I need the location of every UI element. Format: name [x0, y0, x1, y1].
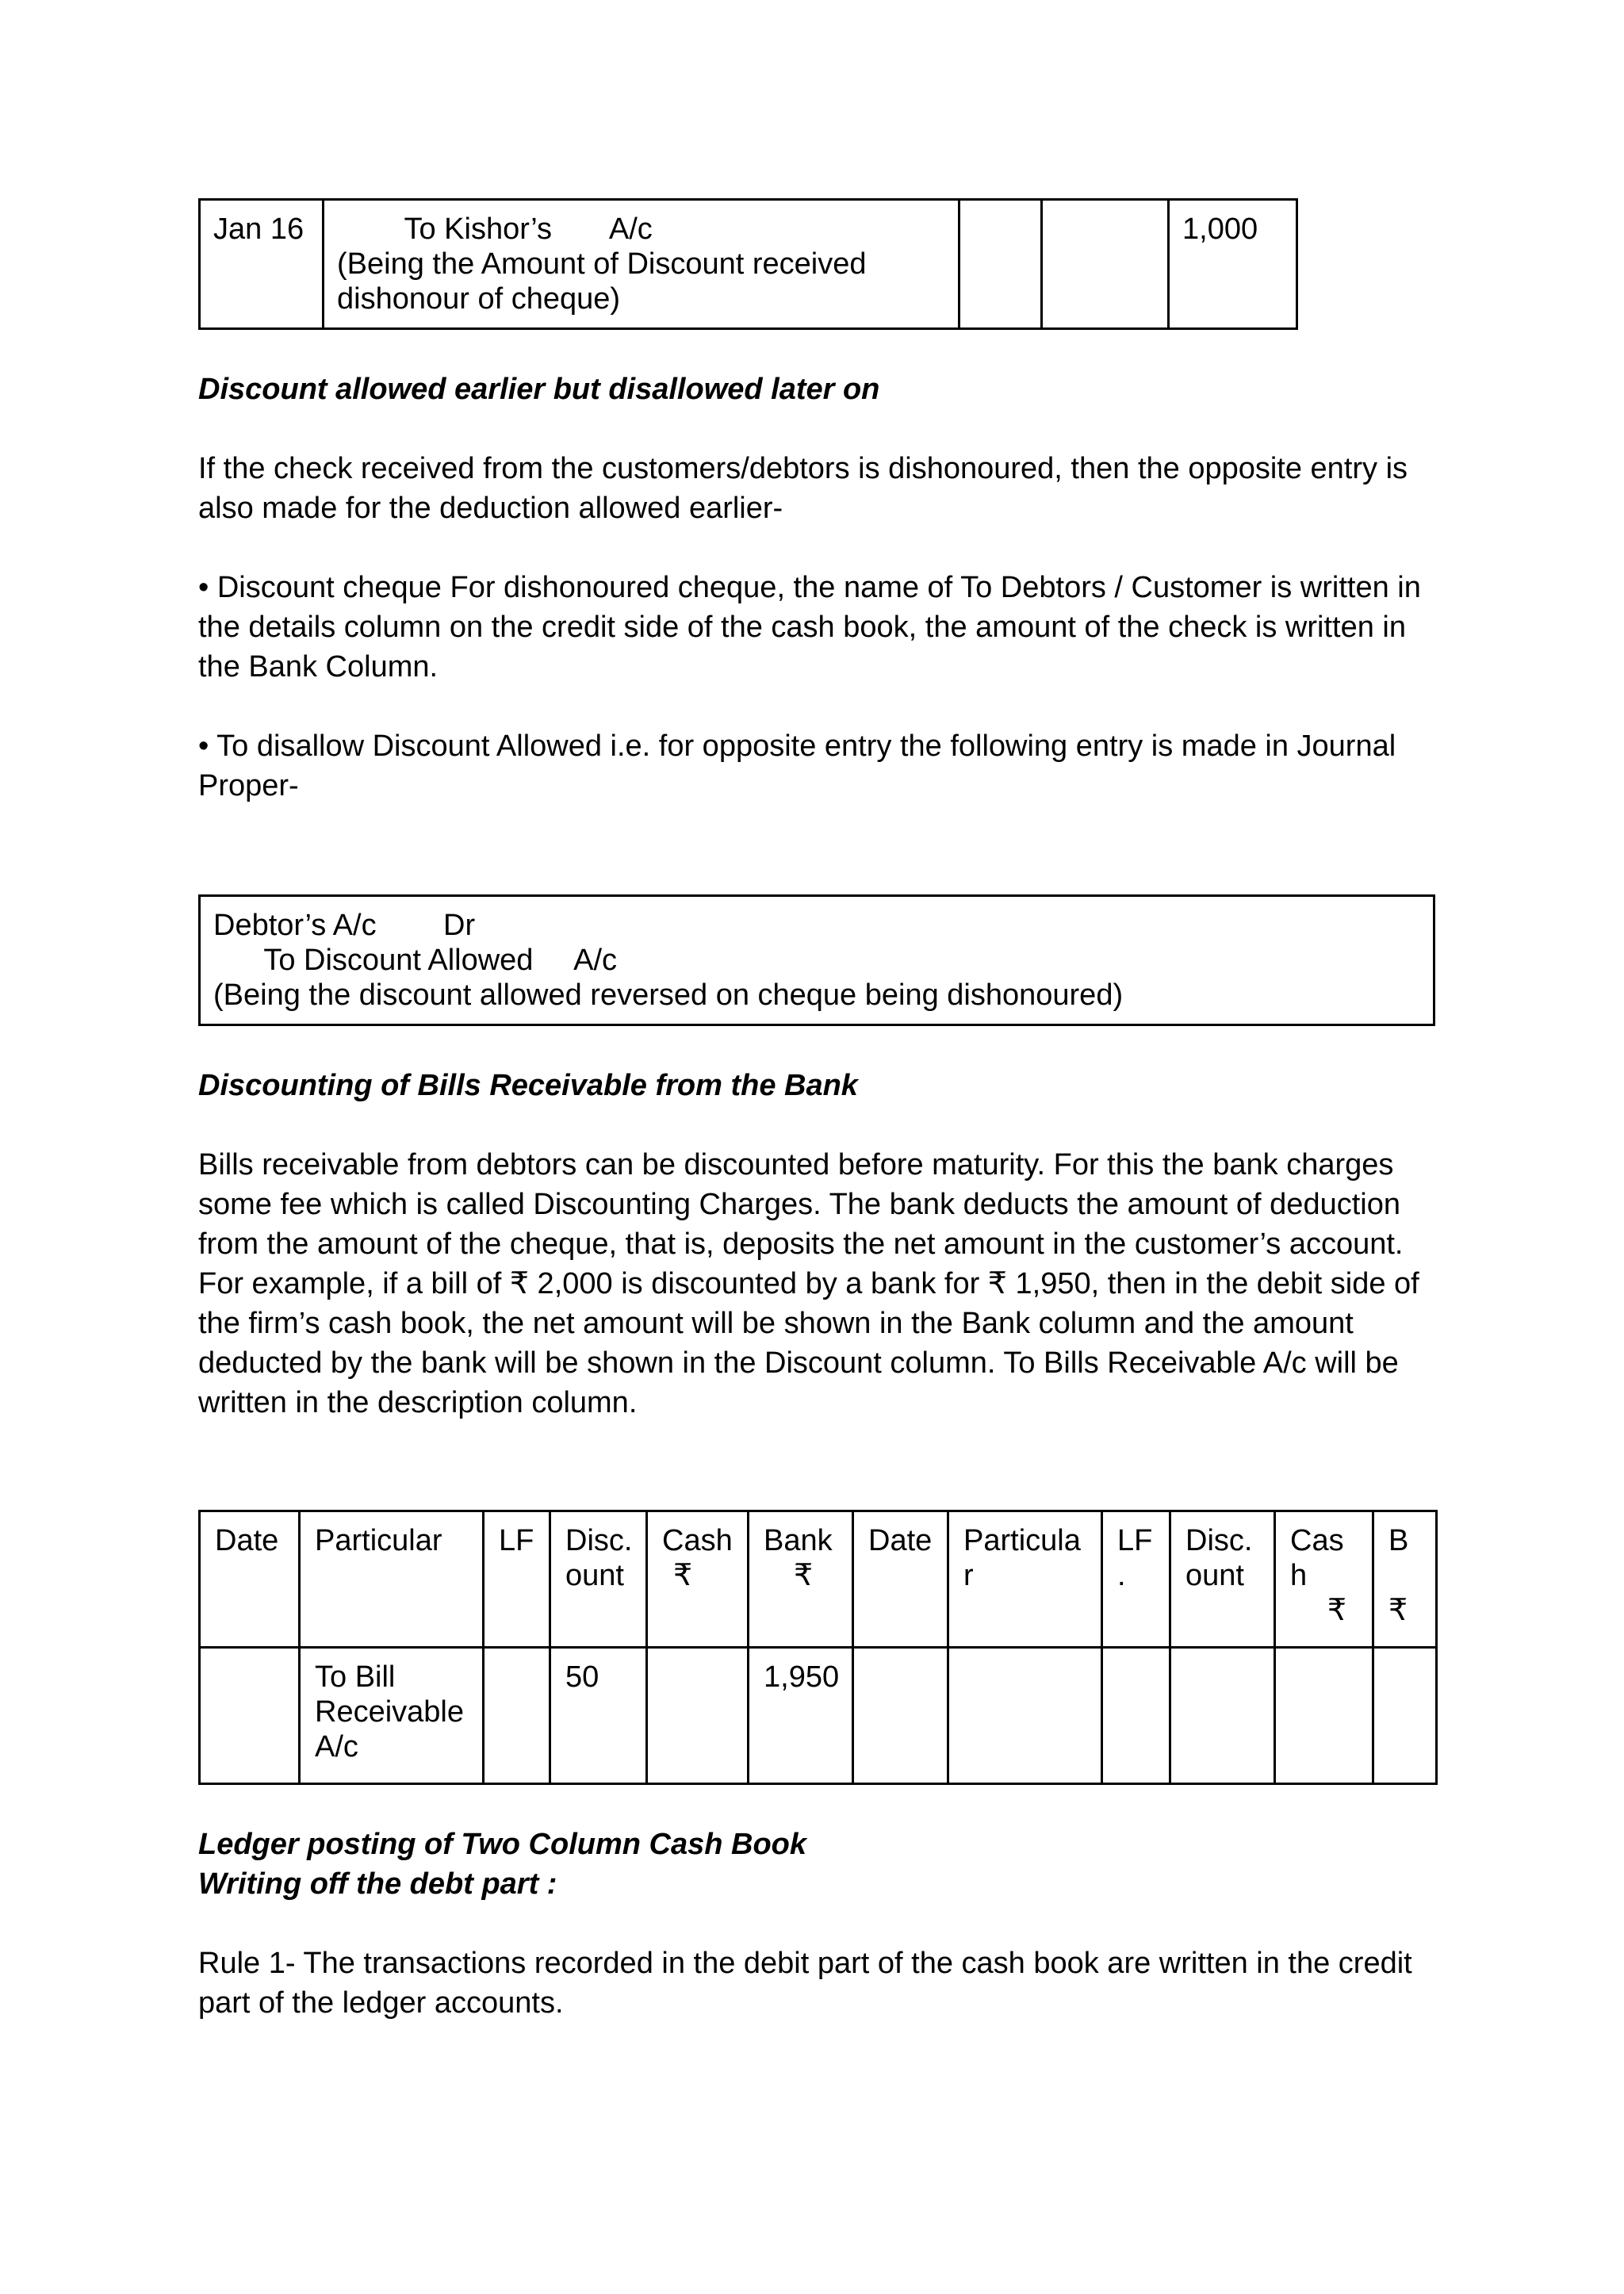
journal-line: (Being the discount allowed reversed on cheque being dishonoured): [213, 978, 1124, 1012]
header-lf-credit: LF .: [1102, 1511, 1170, 1648]
cell-lf: [484, 1648, 550, 1784]
cell-discount-credit: [1170, 1648, 1275, 1784]
amount-cell: 1,000: [1169, 200, 1297, 329]
bullet-paragraph: • To disallow Discount Allowed i.e. for opposite entry the following entry is made in Journal Proper-: [198, 730, 1396, 802]
particular-cell: [324, 200, 959, 329]
header-bank: Bank ₹: [749, 1511, 853, 1648]
header-particular: Particular: [300, 1511, 484, 1648]
cell-bank-credit: [1373, 1648, 1437, 1784]
journal-entry-box: [198, 894, 1435, 1026]
cash-book-table: [198, 1510, 1438, 1785]
cell-particular: To Bill Receivable A/c: [300, 1648, 484, 1784]
cell-lf-credit: [1102, 1648, 1170, 1784]
section-heading: Discount allowed earlier but disallowed later on: [198, 373, 880, 406]
journal-line: To Discount Allowed A/c: [213, 944, 618, 977]
header-lf: LF: [484, 1511, 550, 1648]
header-discount: Disc. ount: [550, 1511, 647, 1648]
header-date-credit: Date: [853, 1511, 948, 1648]
empty-cell: [1042, 200, 1169, 329]
paragraph: If the check received from the customers/debtors is dishonoured, then the opposite entry is also made for the deduction allowed earlier-: [198, 452, 1408, 525]
cell-date: [200, 1648, 300, 1784]
table-row: [200, 1648, 1437, 1784]
journal-entry-table: [198, 198, 1298, 330]
header-date: Date: [200, 1511, 300, 1648]
cell-cash-credit: [1275, 1648, 1373, 1784]
bullet-paragraph: • Discount cheque For dishonoured cheque, the name of To Debtors / Customer is written in the details column on the credit side of the cash book, the amount of the check is written in the Bank Column.: [198, 571, 1421, 684]
cell-date-credit: [853, 1648, 948, 1784]
header-discount-credit: Disc. ount: [1170, 1511, 1275, 1648]
document-page: [198, 198, 1435, 2023]
particular-line: dishonour of cheque): [337, 282, 621, 316]
table-header-row: [200, 1511, 1437, 1648]
section-subheading: Writing off the debt part :: [198, 1867, 557, 1901]
date-cell: Jan 16: [200, 200, 324, 329]
header-cash-credit: Cas h ₹: [1275, 1511, 1373, 1648]
section-heading: Discounting of Bills Receivable from the Bank: [198, 1069, 858, 1102]
header-particular-credit: Particula r: [948, 1511, 1102, 1648]
header-cash: Cash ₹: [647, 1511, 749, 1648]
cell-particular-credit: [948, 1648, 1102, 1784]
paragraph: Rule 1- The transactions recorded in the debit part of the cash book are written in the credit part of the ledger accounts.: [198, 1947, 1412, 2020]
empty-cell: [959, 200, 1042, 329]
particular-line: (Being the Amount of Discount received: [337, 247, 867, 281]
paragraph: Bills receivable from debtors can be discounted before maturity. For this the bank charges some fee which is called Discounting Charges. The bank deducts the amount of deduction from the amount of the cheque, that is, deposits the net amount in the customer’s account. For example, if a bill of ₹ 2,000 is discounted by a bank for ₹ 1,950, then in the debit side of the firm’s cash book, the net amount will be shown in the Bank column and the amount deducted by the bank will be shown in the Discount column. To Bills Receivable A/c will be written in the description column.: [198, 1148, 1419, 1419]
table-row: [200, 200, 1297, 329]
particular-line: To Kishor’s A/c: [337, 213, 653, 246]
cell-discount: 50: [550, 1648, 647, 1784]
journal-line: Debtor’s A/c Dr: [213, 909, 476, 942]
cell-cash: [647, 1648, 749, 1784]
header-bank-credit: B ₹: [1373, 1511, 1437, 1648]
section-heading: Ledger posting of Two Column Cash Book: [198, 1828, 807, 1861]
cell-bank: 1,950: [749, 1648, 853, 1784]
